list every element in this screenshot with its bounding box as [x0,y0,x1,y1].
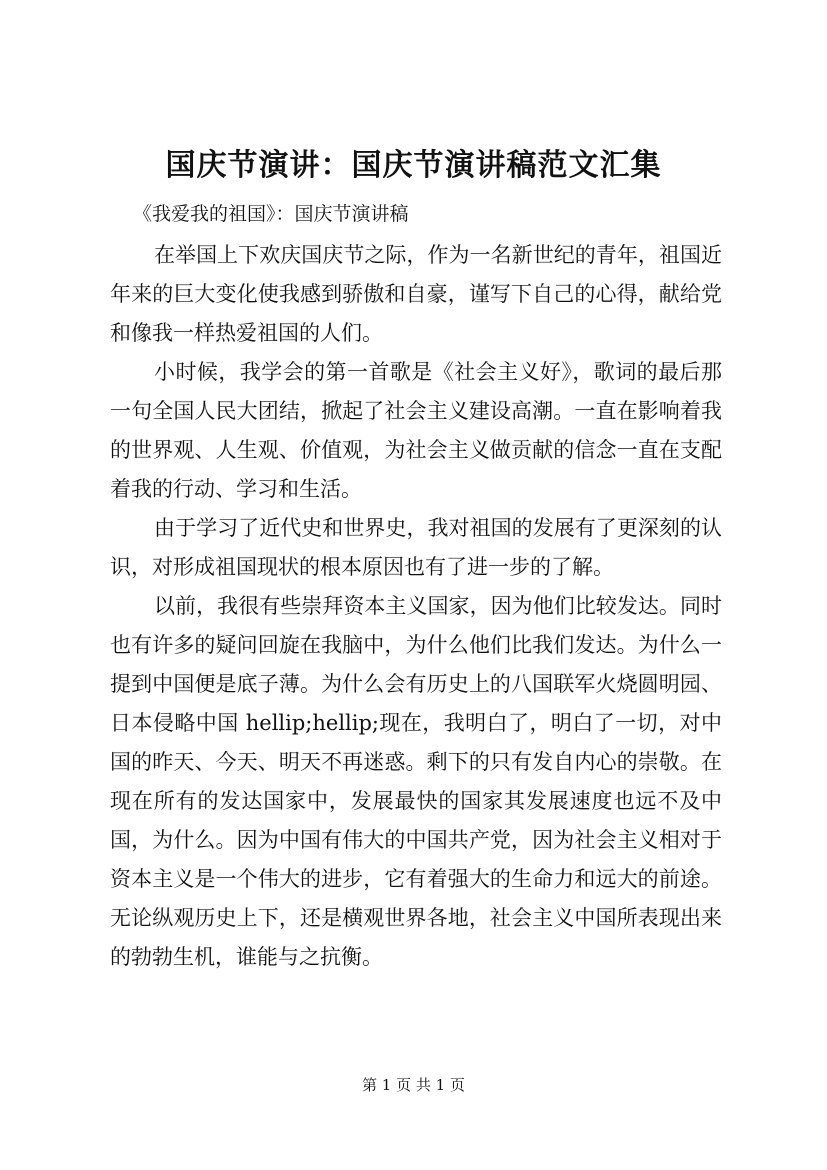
page-number-footer: 第 1 页 共 1 页 [362,1076,465,1094]
paragraph: 由于学习了近代史和世界史，我对祖国的发展有了更深刻的认识，对形成祖国现状的根本原因也有了进一步的了解。 [110,516,722,579]
paragraph: 以前，我很有些崇拜资本主义国家，因为他们比较发达。同时也有许多的疑问回旋在我脑中，为什么他们比我们发达。为什么一提到中国便是底子薄。为什么会有历史上的八国联军火烧圆明园、日本侵略中国 hellip;hellip;现在，我明白了，明白了一切，对中国的昨天、今天、明天不再迷惑。剩下的只有发自内心的崇敬。在现在所有的发达国家中，发展最快的国家其发展速度也远不及中国，为什么。因为中国有伟大的中国共产党，因为社会主义相对于资本主义是一个伟大的进步，它有着强大的生命力和远大的前途。无论纵观历史上下，还是横观世界各地，社会主义中国所表现出来的勃勃生机，谁能与之抗衡。 [110,594,722,969]
document-title: 国庆节演讲：国庆节演讲稿范文汇集 [165,148,662,183]
paragraph: 在举国上下欢庆国庆节之际，作为一名新世纪的青年，祖国近年来的巨大变化使我感到骄傲和自豪，谨写下自己的心得，献给党和像我一样热爱祖国的人们。 [110,243,722,345]
document-subtitle: 《我爱我的祖国》：国庆节演讲稿 [133,203,409,225]
paragraph: 小时候，我学会的第一首歌是《社会主义好》，歌词的最后那一句全国人民大团结，掀起了社会主义建设高潮。一直在影响着我的世界观、人生观、价值观，为社会主义做贡献的信念一直在支配着我的行动、学习和生活。 [110,360,722,501]
document-body [110,236,722,977]
